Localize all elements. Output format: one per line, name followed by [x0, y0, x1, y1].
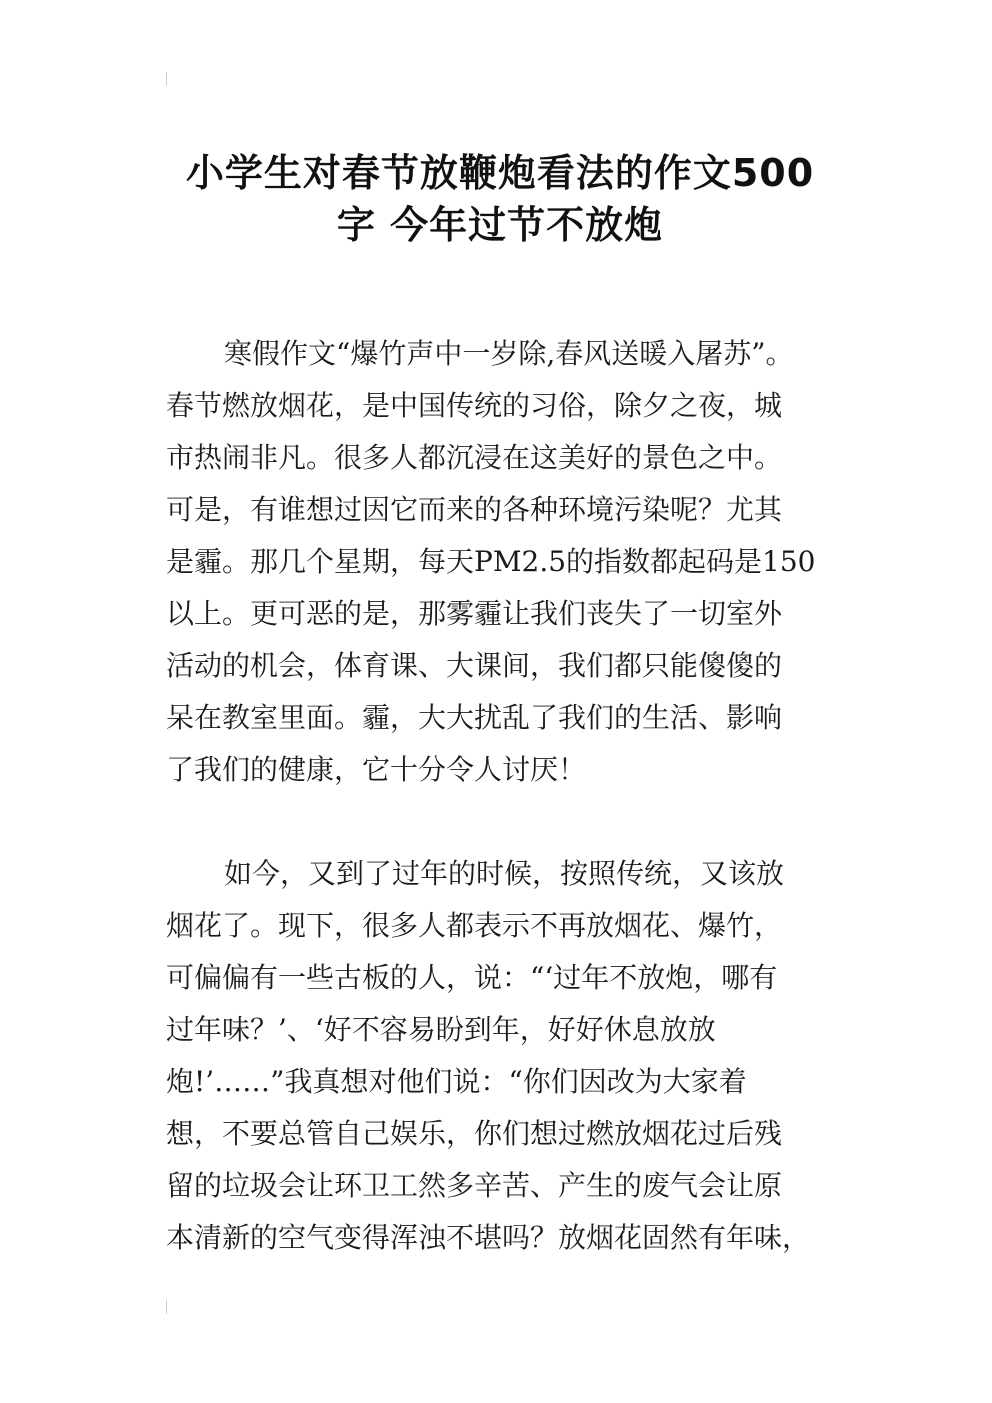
page-corner-mark-top [166, 72, 167, 86]
text-line: 活动的机会，体育课、大课间，我们都只能傻傻的 [166, 649, 783, 682]
text-line: 可是，有谁想过因它而来的各种环境污染呢？尤其 [166, 493, 783, 526]
text-line: 可偏偏有一些古板的人，说：“‘过年不放炮，哪有 [166, 961, 778, 994]
text-line: 是霾。那几个星期，每天PM2.5的指数都起码是150 [166, 545, 816, 578]
paragraph-2 [166, 848, 846, 1264]
text-line: 过年味？’、‘好不容易盼到年，好好休息放放 [166, 1013, 716, 1046]
text-line: 本清新的空气变得浑浊不堪吗？放烟花固然有年味， [166, 1221, 811, 1254]
text-line: 市热闹非凡。很多人都沉浸在这美好的景色之中。 [166, 441, 783, 474]
title-line: 小学生对春节放鞭炮看法的作文500 [185, 151, 815, 196]
text-line: 寒假作文“爆竹声中一岁除,春风送暖入屠苏”。 [224, 337, 794, 370]
text-line: 如今，又到了过年的时候，按照传统，又该放 [224, 857, 785, 890]
paragraph-1 [166, 328, 846, 796]
text-line: 春节燃放烟花，是中国传统的习俗，除夕之夜，城 [166, 389, 783, 422]
text-line: 呆在教室里面。霾，大大扰乱了我们的生活、影响 [166, 701, 783, 734]
document-title [150, 147, 850, 251]
title-line: 字 今年过节不放炮 [336, 203, 664, 248]
text-line: 想，不要总管自己娱乐，你们想过燃放烟花过后残 [166, 1117, 783, 1150]
text-line: 烟花了。现下，很多人都表示不再放烟花、爆竹， [166, 909, 783, 942]
text-line: 留的垃圾会让环卫工然多辛苦、产生的废气会让原 [166, 1169, 783, 1202]
text-line: 以上。更可恶的是，那雾霾让我们丧失了一切室外 [166, 597, 783, 630]
text-line: 炮!’……”我真想对他们说：“你们因改为大家着 [166, 1065, 747, 1098]
text-line: 了我们的健康，它十分令人讨厌！ [166, 753, 587, 786]
page-corner-mark-bottom [166, 1300, 167, 1314]
